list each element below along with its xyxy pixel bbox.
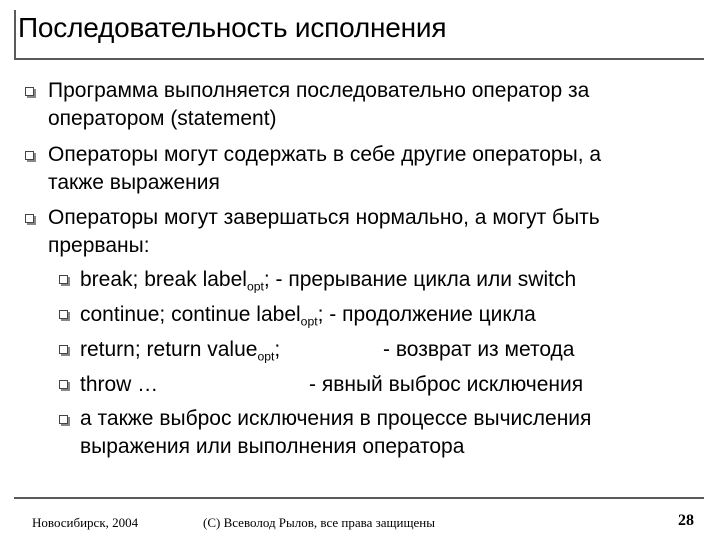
sub-bullet-icon (59, 275, 68, 284)
sub-bullet-icon (59, 415, 68, 424)
sub-bullet-4-desc: - явный выброс исключения (309, 373, 584, 396)
sub-bullet-3-subscript: opt (257, 349, 275, 364)
sub-bullet-3-semicolon: ; (274, 338, 281, 361)
sub-bullet-2-subscript: opt (300, 314, 318, 329)
page-number: 28 (678, 512, 694, 529)
sub-bullet-1-subscript: opt (246, 279, 264, 294)
bullet-1-line-2: оператором (statement) (48, 107, 277, 130)
bullet-2-line-2: также выражения (48, 171, 220, 194)
footer-copyright: (C) Всеволод Рылов, все права защищены (203, 515, 435, 530)
sub-bullet-1 (80, 267, 576, 299)
sub-bullet-icon (59, 345, 68, 354)
bullet-1-line-1: Программа выполняется последовательно оператор за (48, 79, 590, 102)
sub-bullet-icon (59, 310, 68, 319)
bullet-3-line-2: прерваны: (48, 234, 150, 257)
slide-title: Последовательность исполнения (18, 12, 447, 43)
sub-bullet-3 (80, 337, 280, 369)
bullet-icon (25, 87, 34, 96)
sub-bullet-2-desc: ; - продолжение цикла (317, 303, 536, 326)
bullet-icon (25, 151, 34, 160)
footer-divider (14, 497, 704, 499)
sub-bullet-3-code: return; return value (80, 338, 258, 361)
bullet-icon (25, 214, 34, 223)
bullet-2-line-1: Операторы могут содержать в себе другие операторы, а (48, 143, 602, 166)
sub-bullet-2-code: continue; continue label (80, 303, 301, 326)
sub-bullet-5-line-2: выражения или выполнения оператора (80, 435, 465, 458)
sub-bullet-1-code: break; break label (80, 268, 247, 291)
sub-bullet-2 (80, 302, 536, 334)
sub-bullet-icon (59, 380, 68, 389)
sub-bullet-5-line-1: а также выброс исключения в процессе вычисления (80, 407, 592, 430)
sub-bullet-4-code: throw … (80, 373, 159, 396)
sub-bullet-3-desc: - возврат из метода (383, 338, 575, 361)
sub-bullet-1-desc: ; - прерывание цикла или switch (263, 268, 577, 291)
bullet-3-line-1: Операторы могут завершаться нормально, а могут быть (48, 206, 600, 229)
footer-location: Новосибирск, 2004 (32, 515, 139, 530)
